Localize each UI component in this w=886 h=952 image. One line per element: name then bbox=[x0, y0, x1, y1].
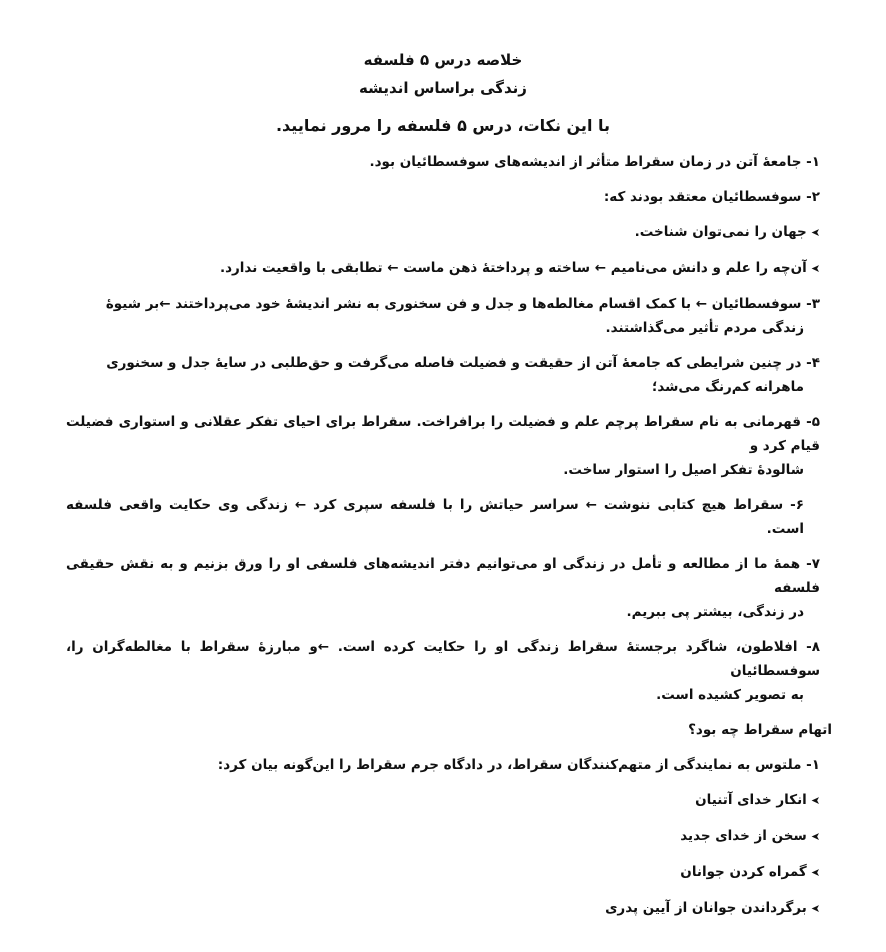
bullet-text: جهان را نمی‌توان شناخت. bbox=[634, 224, 807, 240]
line: ۵- قهرمانی به نام سقراط پرچم علم و فضیلت را برافراخت. سقراط برای احیای تفکر عقلانی و استواری فضیلت قیام کرد و bbox=[66, 414, 820, 454]
arrow-bullet-icon: ➤ bbox=[810, 830, 820, 843]
point-3 bbox=[66, 292, 820, 340]
line: به تصویر کشیده است. bbox=[656, 687, 804, 703]
line: ماهرانه کم‌رنگ می‌شد؛ bbox=[651, 379, 804, 395]
arrow-bullet-icon: ➤ bbox=[810, 866, 820, 879]
point-6 bbox=[66, 493, 820, 541]
charge-item bbox=[66, 788, 820, 813]
line: ۷- همهٔ ما از مطالعه و تأمل در زندگی او می‌توانیم دفتر اندیشه‌های فلسفی او را ورق بزنیم و به نقش حقیقی فلسفه bbox=[66, 556, 820, 596]
line: ۸- افلاطون، شاگرد برجستهٔ سقراط زندگی او را حکایت کرده است. ←و مبارزهٔ سقراط با مغالطه‌گران را، سوفسطائیان bbox=[66, 639, 820, 679]
point-1: ۱- جامعهٔ آتن در زمان سقراط متأثر از اندیشه‌های سوفسطائیان بود. bbox=[369, 154, 820, 170]
point-4 bbox=[66, 351, 820, 399]
line: شالودهٔ تفکر اصیل را استوار ساخت. bbox=[563, 462, 804, 478]
charge-item bbox=[66, 824, 820, 849]
charge-item bbox=[66, 896, 820, 921]
point-7 bbox=[66, 552, 820, 624]
document-title: خلاصه درس ۵ فلسفه bbox=[363, 51, 523, 69]
bullet-item bbox=[66, 220, 820, 245]
document-subtitle: زندگی براساس اندیشه bbox=[359, 79, 527, 97]
charge-text: برگرداندن جوانان از آیین پدری bbox=[605, 900, 807, 916]
line: ۶- سقراط هیچ کتابی ننوشت ← سراسر حیاتش را با فلسفه سپری کرد ← زندگی وی حکایت واقعی فلسفه است. bbox=[66, 497, 804, 537]
line: زندگی مردم تأثیر می‌گذاشتند. bbox=[605, 320, 804, 336]
charge-item bbox=[66, 860, 820, 885]
arrow-bullet-icon: ➤ bbox=[810, 262, 820, 275]
bullet-item bbox=[66, 256, 820, 281]
point-8 bbox=[66, 635, 820, 707]
arrow-bullet-icon: ➤ bbox=[810, 902, 820, 915]
charge-text: انکار خدای آتنیان bbox=[695, 792, 807, 808]
arrow-bullet-icon: ➤ bbox=[810, 794, 820, 807]
line: ۴- در چنین شرایطی که جامعهٔ آتن از حقیقت و فضیلت فاصله می‌گرفت و حق‌طلبی در سایهٔ جدل و سخنوری bbox=[106, 355, 820, 371]
point-2: ۲- سوفسطائیان معتقد بودند که: bbox=[603, 189, 820, 205]
arrow-bullet-icon: ➤ bbox=[810, 226, 820, 239]
point-5 bbox=[66, 410, 820, 482]
line: ۳- سوفسطائیان ← با کمک اقسام مغالطه‌ها و جدل و فن سخنوری به نشر اندیشهٔ خود می‌پرداختند ←بر شیوهٔ bbox=[105, 296, 820, 312]
bullet-text: آن‌چه را علم و دانش می‌نامیم ← ساخته و پرداختهٔ ذهن ماست ← تطابقی با واقعیت ندارد. bbox=[219, 260, 807, 276]
question-heading: اتهام سقراط چه بود؟ bbox=[688, 722, 832, 738]
line: در زندگی، بیشتر پی ببریم. bbox=[626, 604, 804, 620]
charge-intro: ۱- ملتوس به نمایندگی از متهم‌کنندگان سقراط، در دادگاه جرم سقراط را این‌گونه بیان کرد: bbox=[217, 757, 820, 773]
charge-text: گمراه کردن جوانان bbox=[680, 864, 807, 880]
charge-text: سخن از خدای جدید bbox=[680, 828, 807, 844]
intro-text: با این نکات، درس ۵ فلسفه را مرور نمایید. bbox=[275, 116, 611, 135]
